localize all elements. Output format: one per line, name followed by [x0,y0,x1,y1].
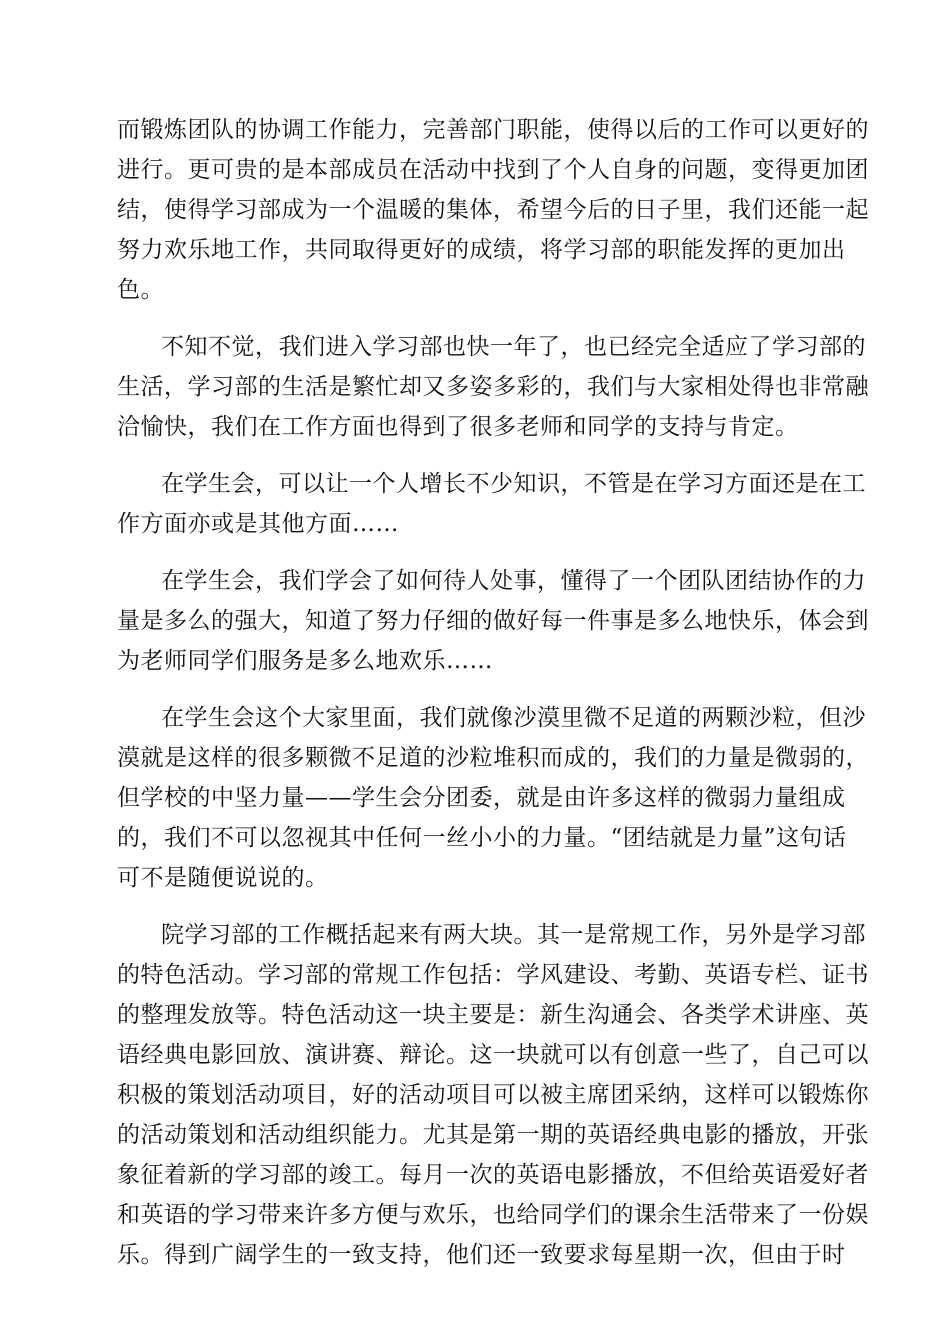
text-line: 但学校的中坚力量——学生会分团委，就是由许多这样的微弱力量组成 [117,785,846,811]
paragraph [117,698,869,898]
text-line: 和英语的学习带来许多方便与欢乐，也给同学们的课余生活带来了一份娱 [117,1202,869,1228]
text-line: 漠就是这样的很多颗微不足道的沙粒堆积而成的，我们的力量是微弱的， [117,745,869,771]
text-line: 在学生会，我们学会了如何待人处事，懂得了一个团队团结协作的力 [161,568,866,594]
text-line: 语经典电影回放、演讲赛、辩论。这一块就可以有创意一些了，自己可以 [117,1042,869,1068]
paragraph [117,110,869,310]
text-line: 结，使得学习部成为一个温暖的集体，希望今后的日子里，我们还能一起 [117,197,869,223]
text-line: 院学习部的工作概括起来有两大块。其一是常规工作，另外是学习部 [161,922,866,948]
text-line: 的整理发放等。特色活动这一块主要是：新生沟通会、各类学术讲座、英 [117,1002,869,1028]
text-line: 洽愉快，我们在工作方面也得到了很多老师和同学的支持与肯定。 [117,414,799,440]
text-line: 不知不觉，我们进入学习部也快一年了，也已经完全适应了学习部的 [161,334,866,360]
paragraph [117,561,869,681]
text-line: 生活，学习部的生活是繁忙却又多姿多彩的，我们与大家相处得也非常融 [117,374,869,400]
text-line: 乐。得到广阔学生的一致支持，他们还一致要求每星期一次，但由于时 [117,1242,846,1268]
paragraph [117,915,869,1275]
text-line: 而锻炼团队的协调工作能力，完善部门职能，使得以后的工作可以更好的 [117,117,869,143]
text-line: 作方面亦或是其他方面…… [117,511,399,537]
text-line: 在学生会，可以让一个人增长不少知识，不管是在学习方面还是在工 [161,471,866,497]
text-line: 可不是随便说说的。 [117,865,329,891]
text-line: 努力欢乐地工作，共同取得更好的成绩，将学习部的职能发挥的更加出 [117,237,846,263]
text-line: 为老师同学们服务是多么地欢乐…… [117,648,493,674]
text-line: 象征着新的学习部的竣工。每月一次的英语电影播放，不但给英语爱好者 [117,1162,869,1188]
text-line: 量是多么的强大，知道了努力仔细的做好每一件事是多么地快乐，体会到 [117,608,869,634]
text-line: 在学生会这个大家里面，我们就像沙漠里微不足道的两颗沙粒，但沙 [161,705,866,731]
text-line: 的特色活动。学习部的常规工作包括：学风建设、考勤、英语专栏、证书 [117,962,869,988]
paragraph [117,327,869,447]
text-line: 的，我们不可以忽视其中任何一丝小小的力量。“团结就是力量”这句话 [117,825,847,851]
text-line: 色。 [117,277,164,303]
paragraph [117,464,866,544]
text-line: 积极的策划活动项目，好的活动项目可以被主席团采纳，这样可以锻炼你 [117,1082,869,1108]
document-body [117,110,869,1292]
text-line: 的活动策划和活动组织能力。尤其是第一期的英语经典电影的播放，开张 [117,1122,869,1148]
text-line: 进行。更可贵的是本部成员在活动中找到了个人自身的问题，变得更加团 [117,157,869,183]
